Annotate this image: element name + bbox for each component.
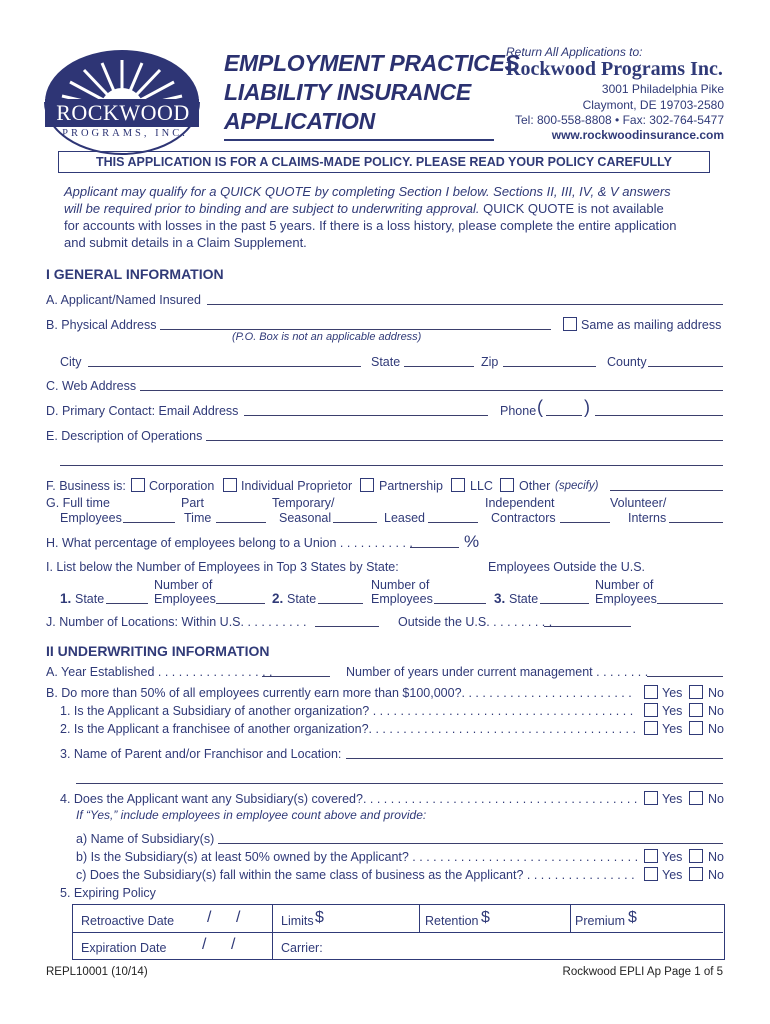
- individual-proprietor-label: Individual Proprietor: [241, 479, 353, 493]
- state-3-field[interactable]: [540, 603, 589, 604]
- physical-address-label: B. Physical Address: [46, 318, 157, 332]
- llc-checkbox[interactable]: [451, 478, 465, 492]
- web-address-label: C. Web Address: [46, 379, 137, 393]
- retro-slash-1: /: [207, 909, 212, 926]
- partnership-checkbox[interactable]: [360, 478, 374, 492]
- title-line-1: EMPLOYMENT PRACTICES: [224, 50, 520, 76]
- outside-us-label: Employees Outside the U.S.: [488, 560, 646, 574]
- number-of-label-1: Number of: [154, 578, 213, 592]
- question-2: 2. Is the Applicant a franchisee of another organization?. . . . . . . . . . . . . . . . . . . . . . . . . . . . . . . . . . . . . . .: [60, 722, 636, 736]
- phone-paren-close: ): [584, 397, 590, 417]
- g-contractors-label: Contractors: [491, 511, 556, 525]
- question-b-sub-no-label: No: [708, 850, 724, 864]
- county-field[interactable]: [648, 366, 723, 367]
- zip-label: Zip: [481, 355, 499, 369]
- question-5: 5. Expiring Policy: [60, 886, 156, 900]
- state-3-number: 3.: [494, 591, 506, 606]
- intro-line-4: and submit details in a Claim Supplement.: [64, 235, 307, 250]
- corporation-label: Corporation: [149, 479, 215, 493]
- logo-wordmark: ROCKWOOD: [56, 100, 190, 125]
- logo-subtitle: PROGRAMS, INC.: [62, 128, 188, 139]
- limits-dollar: $: [315, 909, 324, 926]
- header-rule: [224, 139, 494, 141]
- seasonal-field[interactable]: [333, 522, 377, 523]
- company-street: 3001 Philadelphia Pike: [601, 82, 724, 96]
- policy-table-col-divider-2: [419, 904, 420, 932]
- number-of-label-3: Number of: [595, 578, 654, 592]
- other-specify-field[interactable]: [610, 490, 723, 491]
- employees-2-label: Employees: [371, 592, 433, 606]
- parent-name-field-line-2[interactable]: [76, 783, 723, 784]
- phone-number-field[interactable]: [595, 415, 723, 416]
- retention-dollar: $: [481, 909, 490, 926]
- state-2-field[interactable]: [318, 603, 363, 604]
- question-4-no-checkbox[interactable]: [689, 791, 703, 805]
- locations-outside-field[interactable]: [544, 626, 631, 627]
- policy-table-col-divider-3: [570, 904, 571, 932]
- question-4-no-label: No: [708, 792, 724, 806]
- exp-slash-2: /: [231, 936, 236, 953]
- corporation-checkbox[interactable]: [131, 478, 145, 492]
- employees-1-field[interactable]: [216, 603, 265, 604]
- question-1-no-checkbox[interactable]: [689, 703, 703, 717]
- primary-contact-label: D. Primary Contact: Email Address: [46, 404, 239, 418]
- llc-label: LLC: [470, 479, 493, 493]
- title-line-3: APPLICATION: [224, 108, 375, 134]
- question-b-no-label: No: [708, 686, 724, 700]
- interns-field[interactable]: [669, 522, 723, 523]
- question-1: 1. Is the Applicant a Subsidiary of another organization? . . . . . . . . . . . . . . . . . . . . . . . . . . . . . . . . . . . . . .: [60, 704, 634, 718]
- retro-slash-2: /: [236, 909, 241, 926]
- union-percent-field[interactable]: [410, 547, 459, 548]
- partnership-label: Partnership: [379, 479, 443, 493]
- locations-label: J. Number of Locations: Within U.S. . . . . . . . . .: [46, 615, 307, 629]
- county-label: County: [607, 355, 647, 369]
- policy-table-col-divider-1: [272, 904, 273, 960]
- intro-line-2: [64, 201, 664, 216]
- retroactive-date-label: Retroactive Date: [81, 914, 175, 928]
- top-states-label: I. List below the Number of Employees in Top 3 States by State:: [46, 560, 399, 574]
- exp-slash-1: /: [202, 936, 207, 953]
- question-b-sub-yes-label: Yes: [662, 850, 683, 864]
- question-b-yes-label: Yes: [662, 686, 683, 700]
- question-b-sub-yes-checkbox[interactable]: [644, 849, 658, 863]
- title-line-2: LIABILITY INSURANCE: [224, 79, 471, 105]
- g-leased-label: Leased: [384, 511, 426, 525]
- g-interns-label: Interns: [628, 511, 667, 525]
- company-web[interactable]: www.rockwoodinsurance.com: [551, 128, 724, 142]
- web-address-field[interactable]: [140, 390, 723, 391]
- phone-area-code-field[interactable]: [546, 415, 582, 416]
- section-1-heading: I GENERAL INFORMATION: [46, 266, 224, 282]
- state-1-label: State: [75, 592, 105, 606]
- g-temporary-label: Temporary/: [272, 496, 335, 510]
- question-b-no-checkbox[interactable]: [689, 685, 703, 699]
- specify-note: (specify): [555, 480, 599, 492]
- applicant-label: A. Applicant/Named Insured: [46, 293, 201, 307]
- question-1-no-label: No: [708, 704, 724, 718]
- retention-label: Retention: [425, 914, 479, 928]
- state-2-number: 2.: [272, 591, 284, 606]
- return-label: Return All Applications to:: [506, 45, 643, 59]
- operations-field-line-2[interactable]: [60, 465, 723, 466]
- question-4-yes-label: Yes: [662, 792, 683, 806]
- question-c-sub: c) Does the Subsidiary(s) fall within the same class of business as the Applicant? . . . . . . . . . . . . . . . .: [76, 868, 635, 882]
- years-mgmt-label: Number of years under current management . . . . . . . .: [346, 665, 649, 679]
- other-checkbox[interactable]: [500, 478, 514, 492]
- same-as-mailing-label: Same as mailing address: [581, 318, 722, 332]
- state-3-label: State: [509, 592, 539, 606]
- state-label: State: [371, 355, 401, 369]
- g-seasonal-label: Seasonal: [279, 511, 332, 525]
- email-field[interactable]: [244, 415, 488, 416]
- individual-proprietor-checkbox[interactable]: [223, 478, 237, 492]
- phone-label: Phone: [500, 404, 537, 418]
- g-part-time-label: Time: [184, 511, 212, 525]
- company-city: Claymont, DE 19703-2580: [582, 98, 724, 112]
- employees-3-field[interactable]: [657, 603, 723, 604]
- carrier-label: Carrier:: [281, 941, 323, 955]
- company-name: Rockwood Programs Inc.: [506, 58, 723, 80]
- question-b-sub-no-checkbox[interactable]: [689, 849, 703, 863]
- full-time-field[interactable]: [123, 522, 175, 523]
- claims-made-notice: THIS APPLICATION IS FOR A CLAIMS-MADE POLICY. PLEASE READ YOUR POLICY CAREFULLY: [58, 151, 710, 173]
- question-1-yes-checkbox[interactable]: [644, 703, 658, 717]
- question-c-sub-yes-label: Yes: [662, 868, 683, 882]
- leased-field[interactable]: [428, 522, 478, 523]
- year-established-label: A. Year Established . . . . . . . . . . . . . . . . .: [46, 665, 273, 679]
- applicant-field[interactable]: [207, 304, 723, 305]
- part-time-field[interactable]: [216, 522, 266, 523]
- city-field[interactable]: [88, 366, 361, 367]
- question-c-sub-yes-checkbox[interactable]: [644, 867, 658, 881]
- parent-name-field[interactable]: [346, 758, 723, 759]
- question-a: a) Name of Subsidiary(s): [76, 832, 215, 846]
- company-phone: Tel: 800-558-8808 • Fax: 302-764-5477: [514, 113, 724, 127]
- question-c-sub-no-label: No: [708, 868, 724, 882]
- policy-table-row-divider: [72, 932, 346, 933]
- g-independent-label: Independent: [485, 496, 555, 510]
- question-3: 3. Name of Parent and/or Franchisor and Location:: [60, 747, 342, 761]
- g-full-time-label: G. Full time: [46, 496, 110, 510]
- page-number: Rockwood EPLI Ap Page 1 of 5: [562, 966, 723, 978]
- city-label: City: [60, 355, 82, 369]
- year-established-field[interactable]: [262, 676, 330, 677]
- intro-line-3: for accounts with losses in the past 5 years. If there is a loss history, please complete the entire application: [64, 218, 677, 233]
- other-label: Other: [519, 479, 551, 493]
- g-part-label: Part: [181, 496, 204, 510]
- g-full-time-employees-label: Employees: [60, 511, 122, 525]
- form-id: REPL10001 (10/14): [46, 966, 148, 978]
- state-1-field[interactable]: [106, 603, 148, 604]
- po-box-note: (P.O. Box is not an applicable address): [232, 331, 422, 343]
- intro-line-2b: QUICK QUOTE is not available: [479, 201, 664, 216]
- state-1-number: 1.: [60, 591, 72, 606]
- question-1-yes-label: Yes: [662, 704, 683, 718]
- question-2-no-label: No: [708, 722, 724, 736]
- premium-label: Premium: [575, 914, 626, 928]
- contractors-field[interactable]: [560, 522, 610, 523]
- same-as-mailing-checkbox[interactable]: [563, 317, 577, 331]
- years-mgmt-field[interactable]: [647, 676, 723, 677]
- zip-field[interactable]: [503, 366, 596, 367]
- percent-sign: %: [464, 532, 480, 551]
- locations-outside-label: Outside the U.S. . . . . . . . . .: [398, 615, 553, 629]
- physical-address-field[interactable]: [160, 329, 551, 330]
- question-4-note: If “Yes,” include employees in employee count above and provide:: [76, 808, 427, 822]
- operations-field[interactable]: [206, 440, 723, 441]
- employees-2-field[interactable]: [434, 603, 486, 604]
- premium-dollar: $: [628, 909, 637, 926]
- question-2-no-checkbox[interactable]: [689, 721, 703, 735]
- locations-within-field[interactable]: [315, 626, 379, 627]
- question-4: 4. Does the Applicant want any Subsidiary(s) covered?. . . . . . . . . . . . . . . . . . . . . . . . . . . . . . . . . . . . . . . .: [60, 792, 638, 806]
- g-volunteer-label: Volunteer/: [610, 496, 667, 510]
- question-b-yes-checkbox[interactable]: [644, 685, 658, 699]
- intro-line-2a: will be required prior to binding and are subject to underwriting approval.: [64, 201, 480, 216]
- question-c-sub-no-checkbox[interactable]: [689, 867, 703, 881]
- question-b: B. Do more than 50% of all employees currently earn more than $100,000?. . . . . . . . . . . . . . . . . . . . . . . . .: [46, 686, 632, 700]
- section-2-heading: II UNDERWRITING INFORMATION: [46, 643, 270, 659]
- intro-line-1: Applicant may qualify for a QUICK QUOTE by completing Section I below. Sections II, III, IV, & V answers: [64, 184, 671, 199]
- union-question: H. What percentage of employees belong to a Union . . . . . . . . . . .: [46, 536, 413, 550]
- question-4-yes-checkbox[interactable]: [644, 791, 658, 805]
- employees-3-label: Employees: [595, 592, 657, 606]
- phone-paren-open: (: [537, 397, 543, 417]
- business-is-label: F. Business is:: [46, 479, 126, 493]
- subsidiary-name-field[interactable]: [218, 843, 723, 844]
- state-field[interactable]: [404, 366, 474, 367]
- employees-1-label: Employees: [154, 592, 216, 606]
- number-of-label-2: Number of: [371, 578, 430, 592]
- question-2-yes-label: Yes: [662, 722, 683, 736]
- operations-label: E. Description of Operations: [46, 429, 203, 443]
- state-2-label: State: [287, 592, 317, 606]
- question-b-sub: b) Is the Subsidiary(s) at least 50% owned by the Applicant? . . . . . . . . . . . . . . . . . . . . . . . . . . . . . . . . .: [76, 850, 639, 864]
- expiration-date-label: Expiration Date: [81, 941, 167, 955]
- policy-table-row-divider-right: [346, 932, 723, 933]
- question-2-yes-checkbox[interactable]: [644, 721, 658, 735]
- limits-label: Limits: [281, 914, 314, 928]
